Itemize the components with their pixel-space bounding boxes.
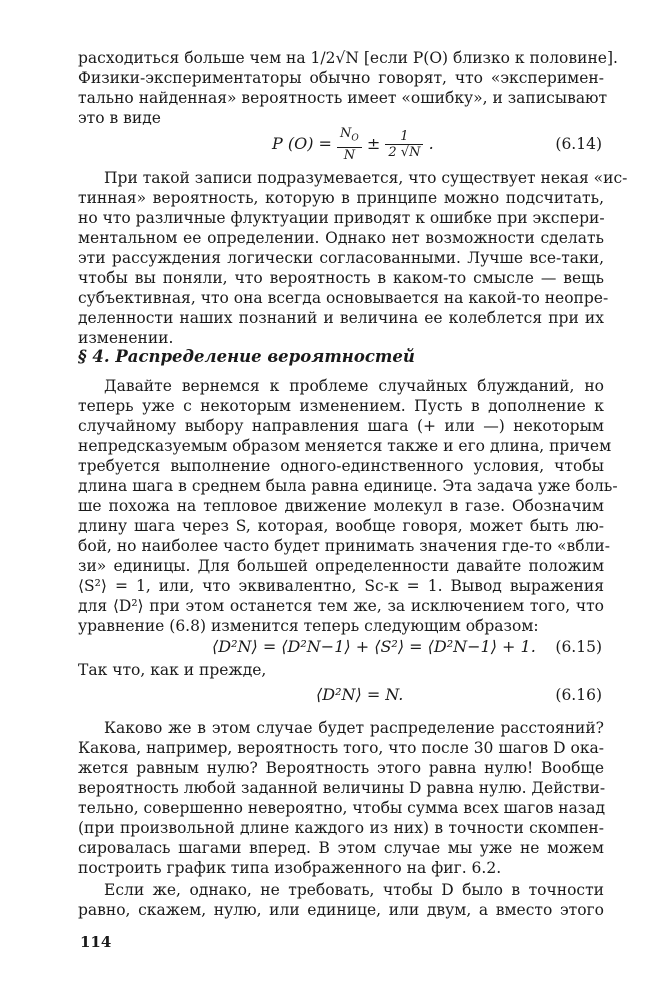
- eq-lhs: P (O) =: [272, 133, 332, 153]
- eq-den1: N: [343, 147, 356, 163]
- eq-pm: ±: [366, 133, 381, 153]
- text-line: Какова, например, вероятность того, что после 30 шагов D ока-: [78, 739, 604, 757]
- text-line: случайному выбору направления шага (+ или —) некоторым: [78, 417, 604, 435]
- text-line: построить график типа изображенного на фиг. 6.2.: [78, 859, 502, 877]
- text-line: ше похожа на тепловое движение молекул в газе. Обозначим: [78, 497, 604, 515]
- text-line: тельно, совершенно невероятно, чтобы сумма всех шагов назад: [78, 799, 606, 817]
- equation-number: (6.15): [555, 638, 602, 656]
- text-line: Каково же в этом случае будет распределение расстояний?: [104, 719, 604, 737]
- text-line: длина шага в среднем была равна единице. Эта задача уже боль-: [78, 477, 618, 495]
- text-line: (при произвольной длине каждого из них) в точности скомпен-: [78, 819, 604, 837]
- eq-num2: 1: [385, 129, 423, 145]
- page-number: 114: [80, 933, 112, 951]
- text-line: зи» единицы. Для большей определенности давайте положим: [78, 557, 604, 575]
- text-line: ⟨S²⟩ = 1, или, что эквивалентно, Sс-к = 1. Вывод выражения: [78, 577, 604, 595]
- text-line: субъективная, что она всегда основывается на какой-то неопре-: [78, 289, 609, 307]
- text-line: Так что, как и прежде,: [78, 661, 267, 679]
- eq-num1-sub: O: [351, 133, 359, 144]
- text-line: чтобы вы поняли, что вероятность в каком-то смысле — вещь: [78, 269, 604, 287]
- text-line: изменении.: [78, 329, 174, 347]
- text-line: равно, скажем, нулю, или единице, или двум, а вместо этого: [78, 901, 604, 919]
- text-line: Если же, однако, не требовать, чтобы D было в точности: [104, 881, 604, 899]
- text-line: Давайте вернемся к проблеме случайных блужданий, но: [104, 377, 604, 395]
- equation-6-16: ⟨D²N⟩ = N.: [316, 685, 404, 704]
- text-line: эти рассуждения логически согласованными. Лучше все-таки,: [78, 249, 604, 267]
- text-line: ментальном ее определении. Однако нет возможности сделать: [78, 229, 604, 247]
- text-line: но что различные флуктуации приводят к ошибке при экспери-: [78, 209, 605, 227]
- text-line: При такой записи подразумевается, что существует некая «ис-: [104, 169, 628, 187]
- fraction-n0-over-n: [337, 126, 362, 163]
- text-line: жется равным нулю? Вероятность этого равна нулю! Вообще: [78, 759, 604, 777]
- text-line: сировалась шагами вперед. В этом случае мы уже не можем: [78, 839, 604, 857]
- text-line: непредсказуемым образом меняется также и его длина, причем: [78, 437, 612, 455]
- equation-6-15: ⟨D²N⟩ = ⟨D²N−1⟩ + ⟨S²⟩ = ⟨D²N−1⟩ + 1.: [212, 637, 536, 656]
- equation-number: (6.16): [555, 686, 602, 704]
- equation-number: (6.14): [555, 135, 602, 153]
- text-line: бой, но наиболее часто будет принимать значения где-то «вбли-: [78, 537, 610, 555]
- text-line: для ⟨D²⟩ при этом останется тем же, за исключением того, что: [78, 597, 604, 615]
- eq-num1: N: [340, 126, 352, 141]
- text-line: Физики-экспериментаторы обычно говорят, что «эксперимен-: [78, 69, 604, 87]
- text-line: требуется выполнение одного-единственного условия, чтобы: [78, 457, 604, 475]
- text-line: уравнение (6.8) изменится теперь следующим образом:: [78, 617, 539, 635]
- text-line: деленности наших познаний и величина ее колеблется при их: [78, 309, 604, 327]
- eq-den2: 2 √N: [388, 144, 421, 160]
- fraction-1-over-2sqrtn: [385, 129, 423, 160]
- equation-6-14: [272, 126, 434, 163]
- text-line: вероятность любой заданной величины D равна нулю. Действи-: [78, 779, 606, 797]
- eq-tail: .: [428, 133, 434, 153]
- text-line: расходиться больше чем на 1/2√N [если P(O) близко к половине].: [78, 49, 618, 67]
- text-line: тинная» вероятность, которую в принципе можно подсчитать,: [78, 189, 604, 207]
- section-heading: § 4. Распределение вероятностей: [78, 347, 415, 366]
- text-line: это в виде: [78, 109, 161, 127]
- text-line: тально найденная» вероятность имеет «ошибку», и записывают: [78, 89, 608, 107]
- text-line: длину шага через S, которая, вообще говоря, может быть лю-: [78, 517, 604, 535]
- text-line: теперь уже с некоторым изменением. Пусть в дополнение к: [78, 397, 604, 415]
